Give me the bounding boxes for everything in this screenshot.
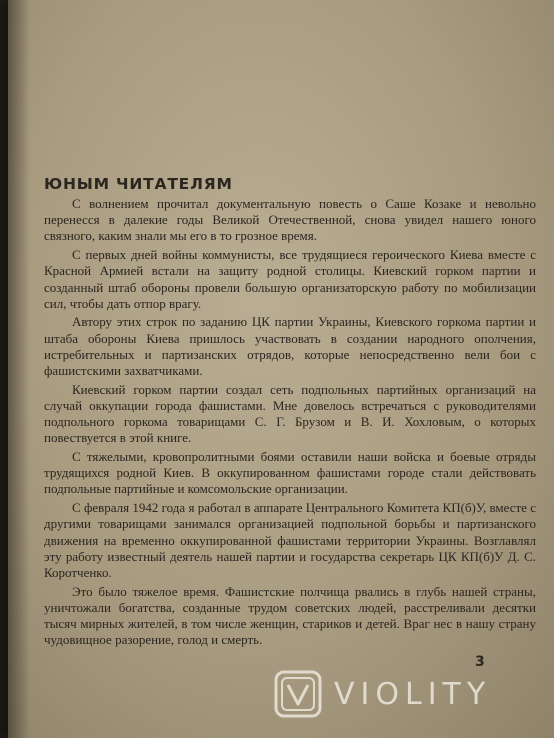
paragraph-6: С февраля 1942 года я работал в аппарате Центрального Комитета КП(б)У, вместе с другими товарищами занимался организацией подпольной борьбы и партизанского движения на временно оккупированной фашистами территории Украины. Возглавлял эту работу известный деятель нашей партии и государства секретарь ЦК КП(б)У Д. С. Коротченко. [44, 500, 536, 580]
page-number: 3 [475, 654, 485, 670]
page-heading: ЮНЫМ ЧИТАТЕЛЯМ [44, 175, 233, 193]
watermark-text: VIOLITY [334, 676, 492, 712]
paragraph-4: Киевский горком партии создал сеть подпольных партийных организаций на случай оккупации города фашистами. Мне довелось встречаться с руководителями подпольного горкома товарищами С. Г. Брузом и В. И. Хохловым, о которых повествуется в этой книге. [44, 381, 536, 446]
paragraph-1: С волнением прочитал документальную повесть о Саше Козаке и невольно перенесся в далекие годы Великой Отечественной, снова увидел нашего юного связного, каким знали мы его в то грозное время. [44, 196, 536, 244]
page-body [44, 196, 536, 651]
paragraph-3: Автору этих строк по заданию ЦК партии Украины, Киевского горкома партии и штаба обороны Киева пришлось участвовать в создании народного ополчения, истребительных и партизанских отрядов, которые непосредственно вели бои с фашистскими захватчиками. [44, 314, 536, 379]
book-page [8, 0, 554, 738]
paragraph-2: С первых дней войны коммунисты, все трудящиеся героического Киева вместе с Красной Армией встали на защиту родной столицы. Киевский горком партии и созданный штаб обороны провели большую организаторскую работу по мобилизации сил, чтобы дать отпор врагу. [44, 247, 536, 311]
violity-logo-icon [272, 668, 324, 720]
paragraph-5: С тяжелыми, кровопролитными боями оставили наши войска и боевые отряды трудящихся родной Киев. В оккупированном фашистами городе стали действовать подпольные партийные и комсомольские организации. [44, 449, 536, 497]
watermark [272, 668, 491, 720]
paragraph-7: Это было тяжелое время. Фашистские полчища рвались в глубь нашей страны, уничтожали богатства, созданные трудом советских людей, расстреливали десятки тысяч мирных жителей, в том числе женщин, стариков и детей. Враг нес в нашу страну чудовищное разорение, голод и смерть. [44, 583, 536, 648]
